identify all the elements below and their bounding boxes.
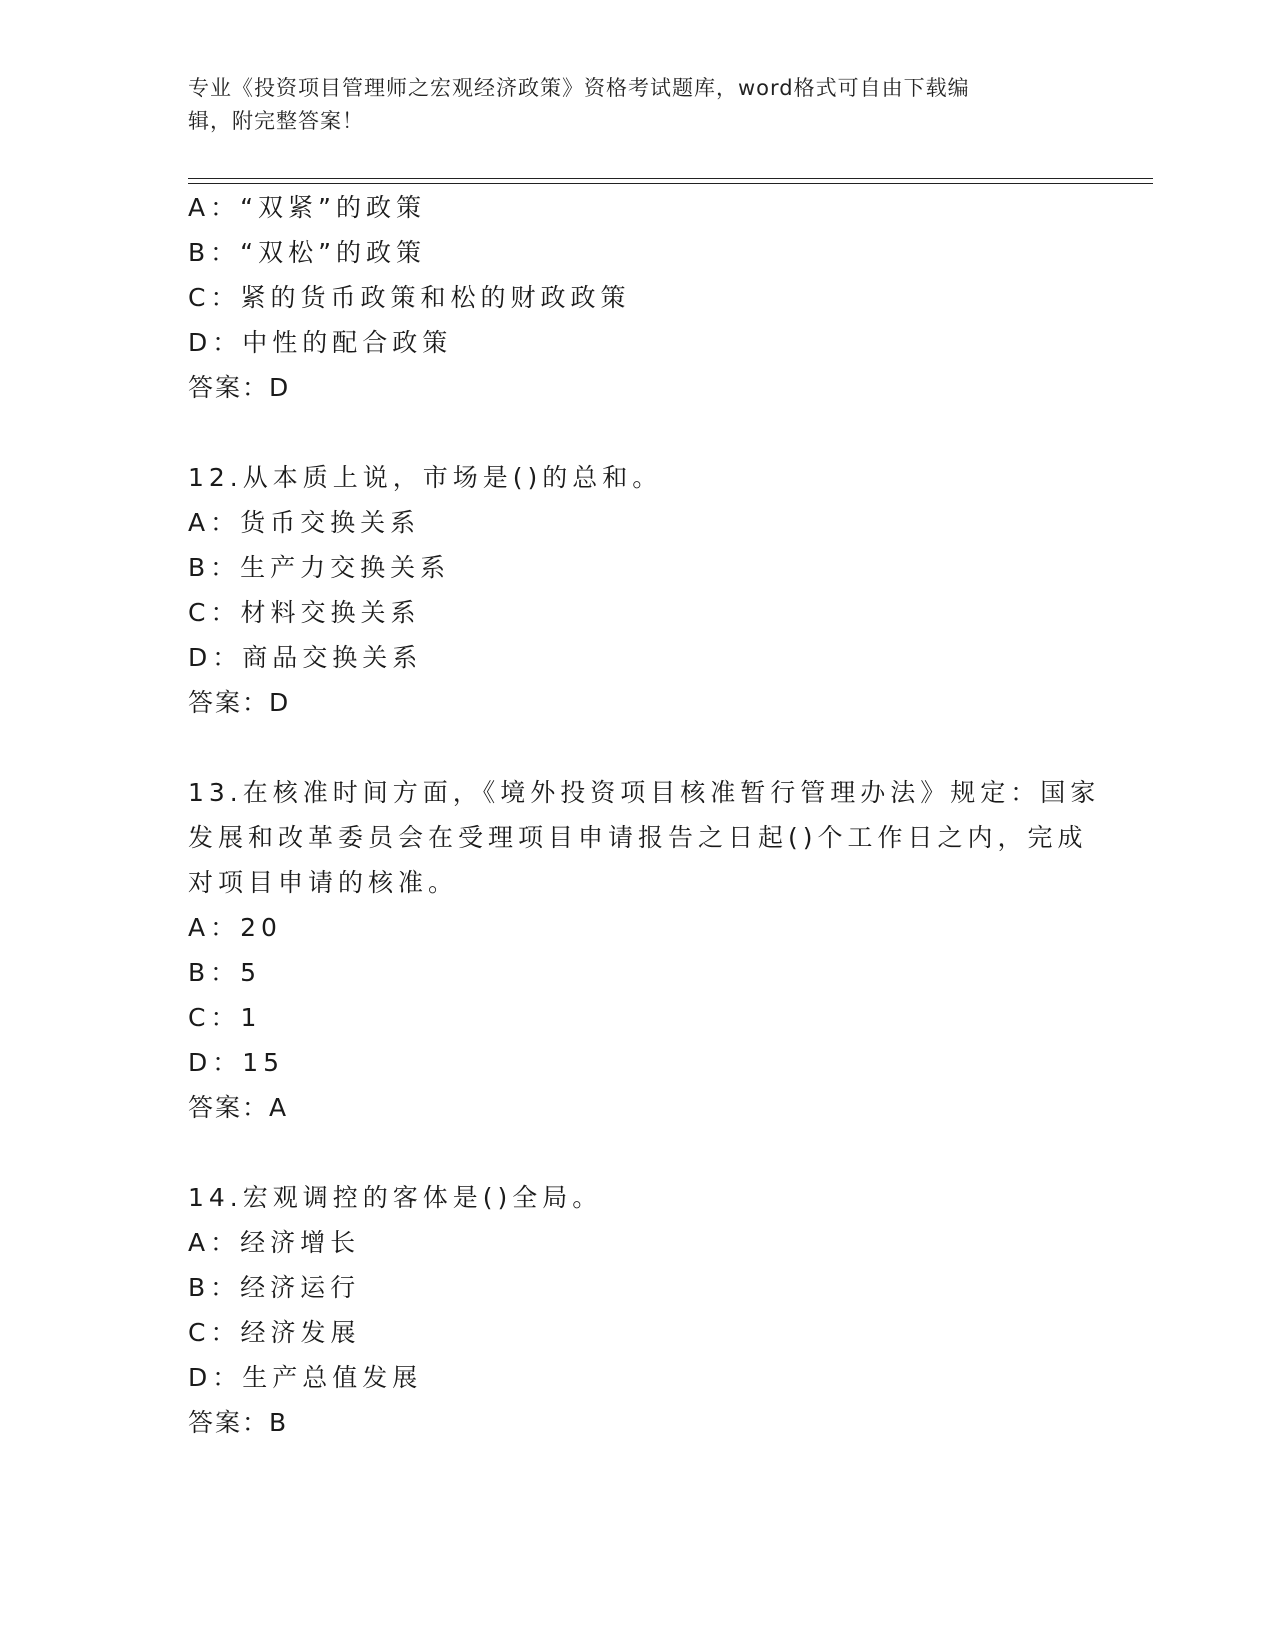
q14-option-b: B：经济运行	[188, 1273, 361, 1302]
q12-option-d: D：商品交换关系	[188, 643, 423, 672]
q13-stem-line-1: 13.在核准时间方面，《境外投资项目核准暂行管理办法》规定：国家	[188, 778, 1101, 807]
q11-option-c: C：紧的货币政策和松的财政政策	[188, 283, 631, 312]
q12-option-c: C：材料交换关系	[188, 598, 421, 627]
document-header	[188, 72, 1068, 138]
q13-stem-line-2: 发展和改革委员会在受理项目申请报告之日起()个工作日之内，完成	[188, 823, 1088, 852]
q11-answer: 答案：D	[188, 373, 291, 402]
header-rule-bottom	[188, 183, 1153, 184]
q13-option-a: A：20	[188, 913, 282, 942]
q14-option-c: C：经济发展	[188, 1318, 361, 1347]
q12-option-a: A：货币交换关系	[188, 508, 421, 537]
q11-option-b: B：“双松”的政策	[188, 238, 427, 267]
q14-stem: 14.宏观调控的客体是()全局。	[188, 1183, 603, 1212]
q12-option-b: B：生产力交换关系	[188, 553, 451, 582]
q13-option-c: C：1	[188, 1003, 262, 1032]
q13-stem-line-3: 对项目申请的核准。	[188, 868, 459, 897]
header-line-2: 辑，附完整答案！	[188, 109, 364, 133]
header-rule-top	[188, 178, 1153, 179]
q13-option-b: B：5	[188, 958, 262, 987]
header-line-1: 专业《投资项目管理师之宏观经济政策》资格考试题库，word格式可自由下载编	[188, 76, 970, 100]
q11-option-d: D：中性的配合政策	[188, 328, 453, 357]
q14-option-d: D：生产总值发展	[188, 1363, 423, 1392]
q12-stem: 12.从本质上说，市场是()的总和。	[188, 463, 663, 492]
q14-answer: 答案：B	[188, 1408, 289, 1437]
q13-answer: 答案：A	[188, 1093, 289, 1122]
q13-option-d: D：15	[188, 1048, 285, 1077]
q14-option-a: A：经济增长	[188, 1228, 361, 1257]
q11-option-a: A：“双紧”的政策	[188, 193, 427, 222]
q12-answer: 答案：D	[188, 688, 291, 717]
